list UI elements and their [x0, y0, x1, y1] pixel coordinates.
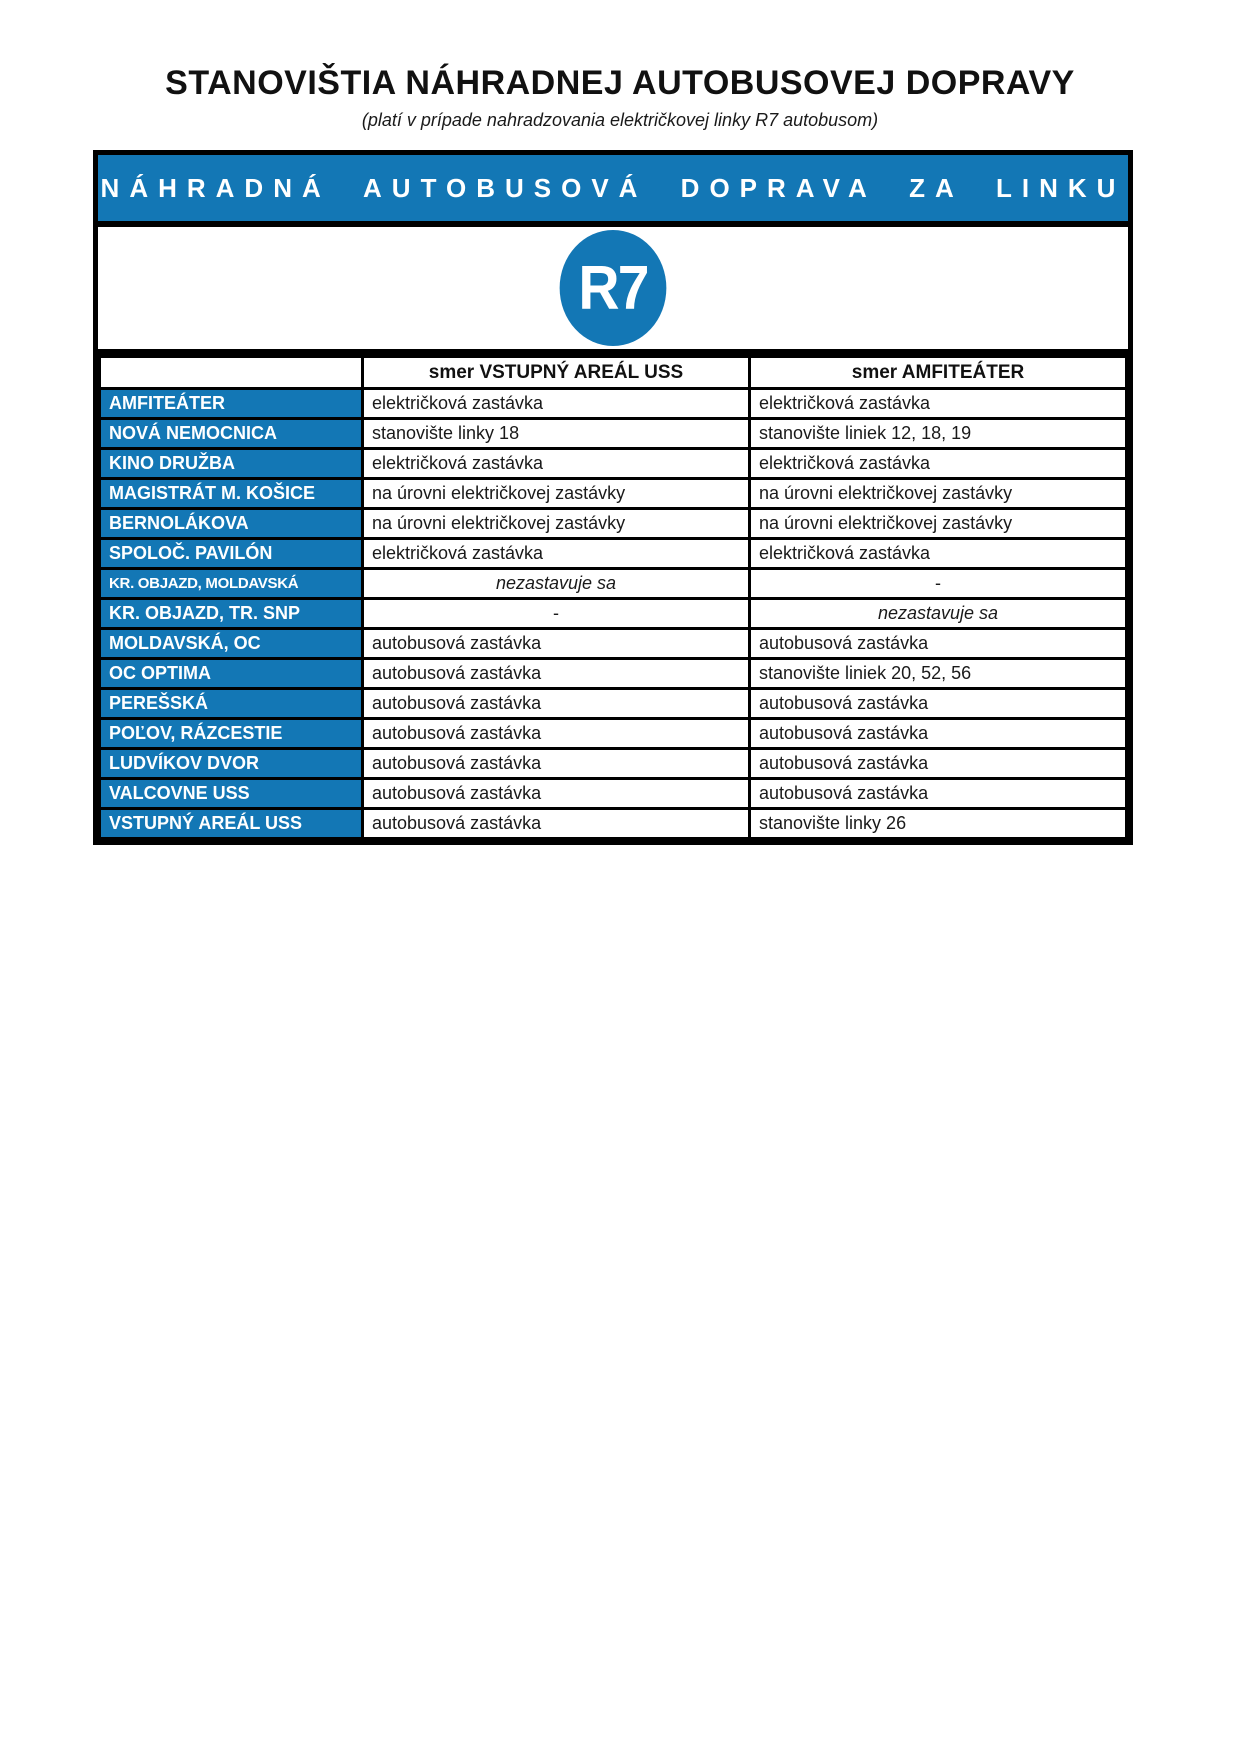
direction-uss-cell: na úrovni električkovej zastávky	[363, 479, 750, 509]
direction-amfiteater-cell: autobusová zastávka	[750, 629, 1127, 659]
direction-uss-cell: autobusová zastávka	[363, 629, 750, 659]
station-cell: POĽOV, RÁZCESTIE	[100, 719, 363, 749]
direction-amfiteater-cell: autobusová zastávka	[750, 689, 1127, 719]
header-station-column	[100, 357, 363, 389]
direction-amfiteater-cell: autobusová zastávka	[750, 779, 1127, 809]
station-cell: SPOLOČ. PAVILÓN	[100, 539, 363, 569]
station-cell: KR. OBJAZD, TR. SNP	[100, 599, 363, 629]
direction-amfiteater-cell: autobusová zastávka	[750, 749, 1127, 779]
direction-uss-cell: električková zastávka	[363, 539, 750, 569]
direction-amfiteater-cell: na úrovni električkovej zastávky	[750, 479, 1127, 509]
station-cell: MOLDAVSKÁ, OC	[100, 629, 363, 659]
line-badge-row	[98, 227, 1128, 355]
table-row	[100, 449, 1127, 479]
direction-amfiteater-cell: električková zastávka	[750, 449, 1127, 479]
table-row	[100, 719, 1127, 749]
direction-amfiteater-cell: električková zastávka	[750, 539, 1127, 569]
direction-uss-cell: električková zastávka	[363, 389, 750, 419]
direction-amfiteater-cell: stanovište liniek 20, 52, 56	[750, 659, 1127, 689]
station-cell: AMFITEÁTER	[100, 389, 363, 419]
table-row	[100, 659, 1127, 689]
station-cell: BERNOLÁKOVA	[100, 509, 363, 539]
station-cell: LUDVÍKOV DVOR	[100, 749, 363, 779]
station-cell: KR. OBJAZD, MOLDAVSKÁ	[100, 569, 363, 599]
direction-amfiteater-cell: stanovište liniek 12, 18, 19	[750, 419, 1127, 449]
direction-amfiteater-cell: stanovište linky 26	[750, 809, 1127, 839]
station-cell: VALCOVNE USS	[100, 779, 363, 809]
stops-table	[98, 355, 1128, 840]
page-subtitle: (platí v prípade nahradzovania električkovej linky R7 autobusom)	[361, 110, 879, 130]
direction-uss-cell: autobusová zastávka	[363, 689, 750, 719]
direction-uss-cell: nezastavuje sa	[363, 569, 750, 599]
station-cell: KINO DRUŽBA	[100, 449, 363, 479]
header-direction-uss: smer VSTUPNÝ AREÁL USS	[363, 357, 750, 389]
direction-uss-cell: autobusová zastávka	[363, 779, 750, 809]
table-row	[100, 389, 1127, 419]
direction-uss-cell: autobusová zastávka	[363, 719, 750, 749]
page-title: STANOVIŠTIA NÁHRADNEJ AUTOBUSOVEJ DOPRAVY	[165, 64, 1075, 102]
direction-uss-cell: stanovište linky 18	[363, 419, 750, 449]
station-cell: OC OPTIMA	[100, 659, 363, 689]
direction-uss-cell: autobusová zastávka	[363, 659, 750, 689]
table-row	[100, 629, 1127, 659]
table-row	[100, 779, 1127, 809]
direction-amfiteater-cell: autobusová zastávka	[750, 719, 1127, 749]
replacement-service-banner: NÁHRADNÁ AUTOBUSOVÁ DOPRAVA ZA LINKU	[98, 155, 1128, 227]
table-row	[100, 479, 1127, 509]
direction-amfiteater-cell: -	[750, 569, 1127, 599]
table-row	[100, 569, 1127, 599]
direction-uss-cell: autobusová zastávka	[363, 809, 750, 839]
station-cell: MAGISTRÁT M. KOŠICE	[100, 479, 363, 509]
table-row	[100, 749, 1127, 779]
info-box	[93, 150, 1133, 845]
direction-uss-cell: na úrovni električkovej zastávky	[363, 509, 750, 539]
line-r7-badge-icon: R7	[560, 230, 667, 346]
direction-amfiteater-cell: električková zastávka	[750, 389, 1127, 419]
table-header-row	[100, 357, 1127, 389]
table-row	[100, 509, 1127, 539]
station-cell: VSTUPNÝ AREÁL USS	[100, 809, 363, 839]
header-direction-amfiteater: smer AMFITEÁTER	[750, 357, 1127, 389]
direction-amfiteater-cell: na úrovni električkovej zastávky	[750, 509, 1127, 539]
table-row	[100, 419, 1127, 449]
table-row	[100, 689, 1127, 719]
direction-amfiteater-cell: nezastavuje sa	[750, 599, 1127, 629]
direction-uss-cell: električková zastávka	[363, 449, 750, 479]
station-cell: PEREŠSKÁ	[100, 689, 363, 719]
direction-uss-cell: -	[363, 599, 750, 629]
direction-uss-cell: autobusová zastávka	[363, 749, 750, 779]
station-cell: NOVÁ NEMOCNICA	[100, 419, 363, 449]
table-row	[100, 539, 1127, 569]
table-row	[100, 599, 1127, 629]
table-row	[100, 809, 1127, 839]
